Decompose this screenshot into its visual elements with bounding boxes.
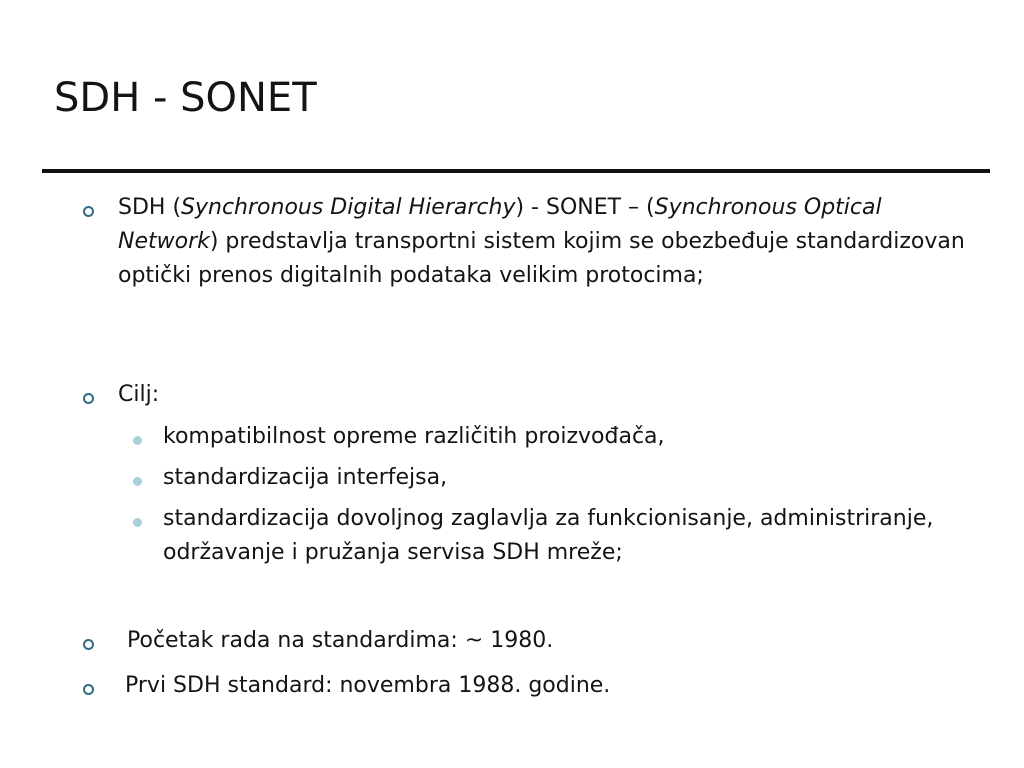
sonet-full-name: Synchronous Optical Network bbox=[118, 195, 882, 254]
text-part: SDH ( bbox=[118, 195, 182, 220]
sub-bullet-dot-icon bbox=[133, 477, 142, 486]
slide-title: SDH - SONET bbox=[54, 75, 317, 121]
bullet-item-goal: Cilj: bbox=[118, 382, 160, 407]
sub-bullet-dot-icon bbox=[133, 436, 142, 445]
sub-bullet-item: standardizacija interfejsa, bbox=[163, 465, 448, 490]
bullet-ring-icon bbox=[83, 684, 94, 695]
bullet-item-start: Početak rada na standardima: ~ 1980. bbox=[127, 628, 554, 653]
bullet-ring-icon bbox=[83, 639, 94, 650]
bullet-ring-icon bbox=[83, 393, 94, 404]
bullet-item-definition bbox=[118, 191, 978, 293]
text-part: ) - SONET – ( bbox=[515, 195, 655, 220]
sub-bullet-dot-icon bbox=[133, 518, 142, 527]
sub-bullet-item: kompatibilnost opreme različitih proizvođača, bbox=[163, 424, 665, 449]
bullet-ring-icon bbox=[83, 206, 94, 217]
sub-bullet-item: standardizacija dovoljnog zaglavlja za funkcionisanje, administriranje, održavanje i pružanja servisa SDH mreže; bbox=[163, 506, 934, 565]
bullet-item-first-standard: Prvi SDH standard: novembra 1988. godine. bbox=[125, 673, 611, 698]
text-part: ) predstavlja transportni sistem kojim se obezbeđuje standardizovan optički prenos digitalnih podataka velikim protocima; bbox=[118, 229, 965, 288]
sdh-full-name: Synchronous Digital Hierarchy bbox=[181, 195, 516, 220]
